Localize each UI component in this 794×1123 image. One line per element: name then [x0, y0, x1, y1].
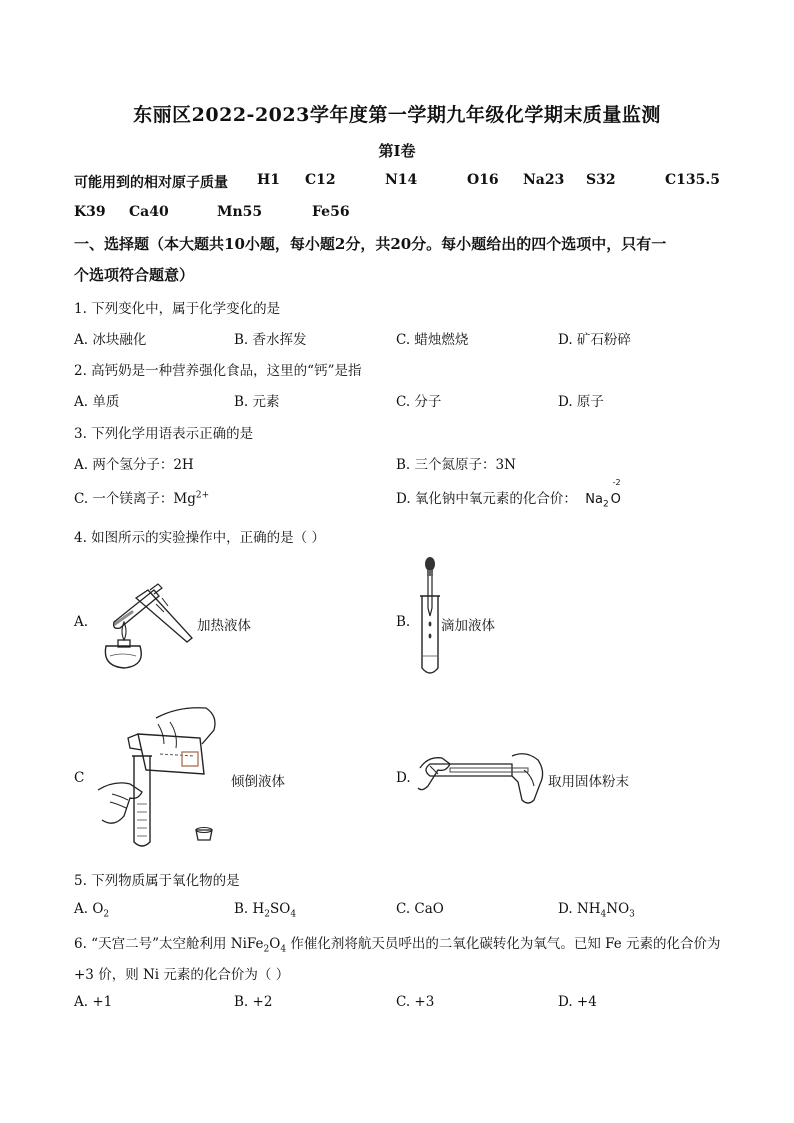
atomic-mass-ca: Ca40 [129, 204, 169, 220]
caption-heating-liquid: 加热液体 [197, 618, 251, 634]
section-heading-line-1: 一、选择题（本大题共10小题，每小题2分，共20分。每小题给出的四个选项中，只有一 [74, 235, 667, 253]
atomic-mass-k: K39 [74, 204, 106, 220]
caption-pouring-liquid: 倾倒液体 [231, 774, 285, 790]
option-d-text: D. NH [558, 901, 601, 917]
exam-title: 东丽区2022-2023学年度第一学期九年级化学期末质量监测 [133, 104, 661, 126]
heating-liquid-figure [92, 570, 196, 674]
question-3-stem: 3. 下列化学用语表示正确的是 [74, 426, 254, 442]
atomic-mass-s: S32 [586, 172, 616, 188]
oxygen-valence: -2 [612, 478, 621, 487]
question-2-option-a[interactable]: A. 单质 [74, 394, 120, 410]
magnesium-ion-charge: 2+ [195, 490, 210, 501]
pouring-liquid-figure [94, 704, 224, 854]
atomic-mass-o: O16 [467, 172, 499, 188]
question-4-option-c-label[interactable]: C [74, 770, 85, 786]
atomic-mass-mn: Mn55 [217, 204, 263, 220]
question-1-option-a[interactable]: A. 冰块融化 [74, 332, 147, 348]
question-5-option-d[interactable] [558, 901, 635, 920]
question-5-option-c[interactable] [396, 901, 444, 917]
question-3-option-b[interactable]: B. 三个氮原子：3N [396, 457, 516, 473]
question-4-option-a-label[interactable]: A. [74, 614, 89, 630]
caption-dropping-liquid: 滴加液体 [441, 618, 495, 634]
question-3-option-a[interactable]: A. 两个氢分子：2H [74, 457, 194, 473]
option-b-subscript-2: 4 [290, 909, 297, 920]
question-2-option-d[interactable]: D. 原子 [558, 394, 604, 410]
question-1-option-c[interactable]: C. 蜡烛燃烧 [396, 332, 469, 348]
question-5-option-b[interactable] [234, 901, 296, 920]
atomic-mass-fe: Fe56 [312, 204, 350, 220]
atomic-mass-h: H1 [257, 172, 280, 188]
question-5-stem: 5. 下列物质属于氧化物的是 [74, 873, 240, 889]
formula-na-subscript: 2 [602, 499, 609, 510]
atomic-mass-c: C12 [305, 172, 336, 188]
option-d-subscript-1: 4 [600, 909, 607, 920]
section-heading [74, 229, 724, 291]
question-3-option-d-text: D. 氧化钠中氧元素的化合价： [396, 491, 577, 507]
sodium-oxide-formula [585, 478, 621, 510]
question-6-option-b[interactable]: B. +2 [234, 994, 273, 1010]
option-c-text: C. CaO [396, 901, 444, 917]
question-2-stem: 2. 高钙奶是一种营养强化食品，这里的“钙”是指 [74, 363, 362, 379]
question-4-option-b-label[interactable]: B. [396, 614, 411, 630]
option-b-mid: SO [270, 901, 291, 917]
atomic-mass-n: N14 [385, 172, 418, 188]
question-1-option-b[interactable]: B. 香水挥发 [234, 332, 307, 348]
question-2-option-c[interactable]: C. 分子 [396, 394, 442, 410]
formula-o: O [610, 492, 621, 507]
question-5-option-a[interactable] [74, 901, 109, 920]
question-6-option-c[interactable]: C. +3 [396, 994, 435, 1010]
question-2-option-b[interactable]: B. 元素 [234, 394, 280, 410]
formula-na: Na [585, 492, 603, 507]
q6-text-b: O [269, 936, 281, 952]
atomic-mass-label: 可能用到的相对原子质量 [74, 175, 228, 191]
section-heading-line-2: 个选项符合题意） [74, 266, 195, 284]
question-1-option-d[interactable]: D. 矿石粉碎 [558, 332, 631, 348]
option-a-text: A. O [74, 901, 104, 917]
atomic-mass-cl: C135.5 [665, 172, 720, 188]
volume-heading: 第I卷 [378, 142, 416, 160]
question-6-stem-line-1 [74, 932, 721, 955]
caption-taking-powder: 取用固体粉末 [548, 774, 629, 790]
question-3-option-d[interactable] [396, 478, 621, 510]
option-d-mid: NO [606, 901, 630, 917]
option-b-text: B. H [234, 901, 265, 917]
question-3-option-c-text: C. 一个镁离子：Mg [74, 491, 196, 507]
option-d-subscript-2: 3 [629, 909, 635, 920]
option-a-subscript: 2 [103, 909, 110, 920]
q6-text-c: 作催化剂将航天员呼出的二氧化碳转化为氧气。已知 Fe 元素的化合价为 [286, 936, 721, 952]
question-6-stem-line-2: +3 价，则 Ni 元素的化合价为（ ） [74, 967, 290, 983]
question-4-stem: 4. 如图所示的实验操作中，正确的是（ ） [74, 530, 325, 546]
question-3-option-c[interactable] [74, 487, 209, 507]
formula-o-with-valence [610, 478, 621, 507]
question-6-option-a[interactable]: A. +1 [74, 994, 113, 1010]
atomic-mass-na: Na23 [523, 172, 565, 188]
question-6-option-d[interactable]: D. +4 [558, 994, 597, 1010]
option-b-subscript-1: 2 [264, 909, 271, 920]
question-1-stem: 1. 下列变化中，属于化学变化的是 [74, 301, 281, 317]
q6-sub-2: 4 [280, 944, 287, 955]
taking-powder-figure [416, 746, 546, 810]
q6-sub-1: 2 [263, 944, 270, 955]
q6-text-a: 6. “天宫二号”太空舱利用 NiFe [74, 936, 264, 952]
question-4-option-d-label[interactable]: D. [396, 770, 411, 786]
